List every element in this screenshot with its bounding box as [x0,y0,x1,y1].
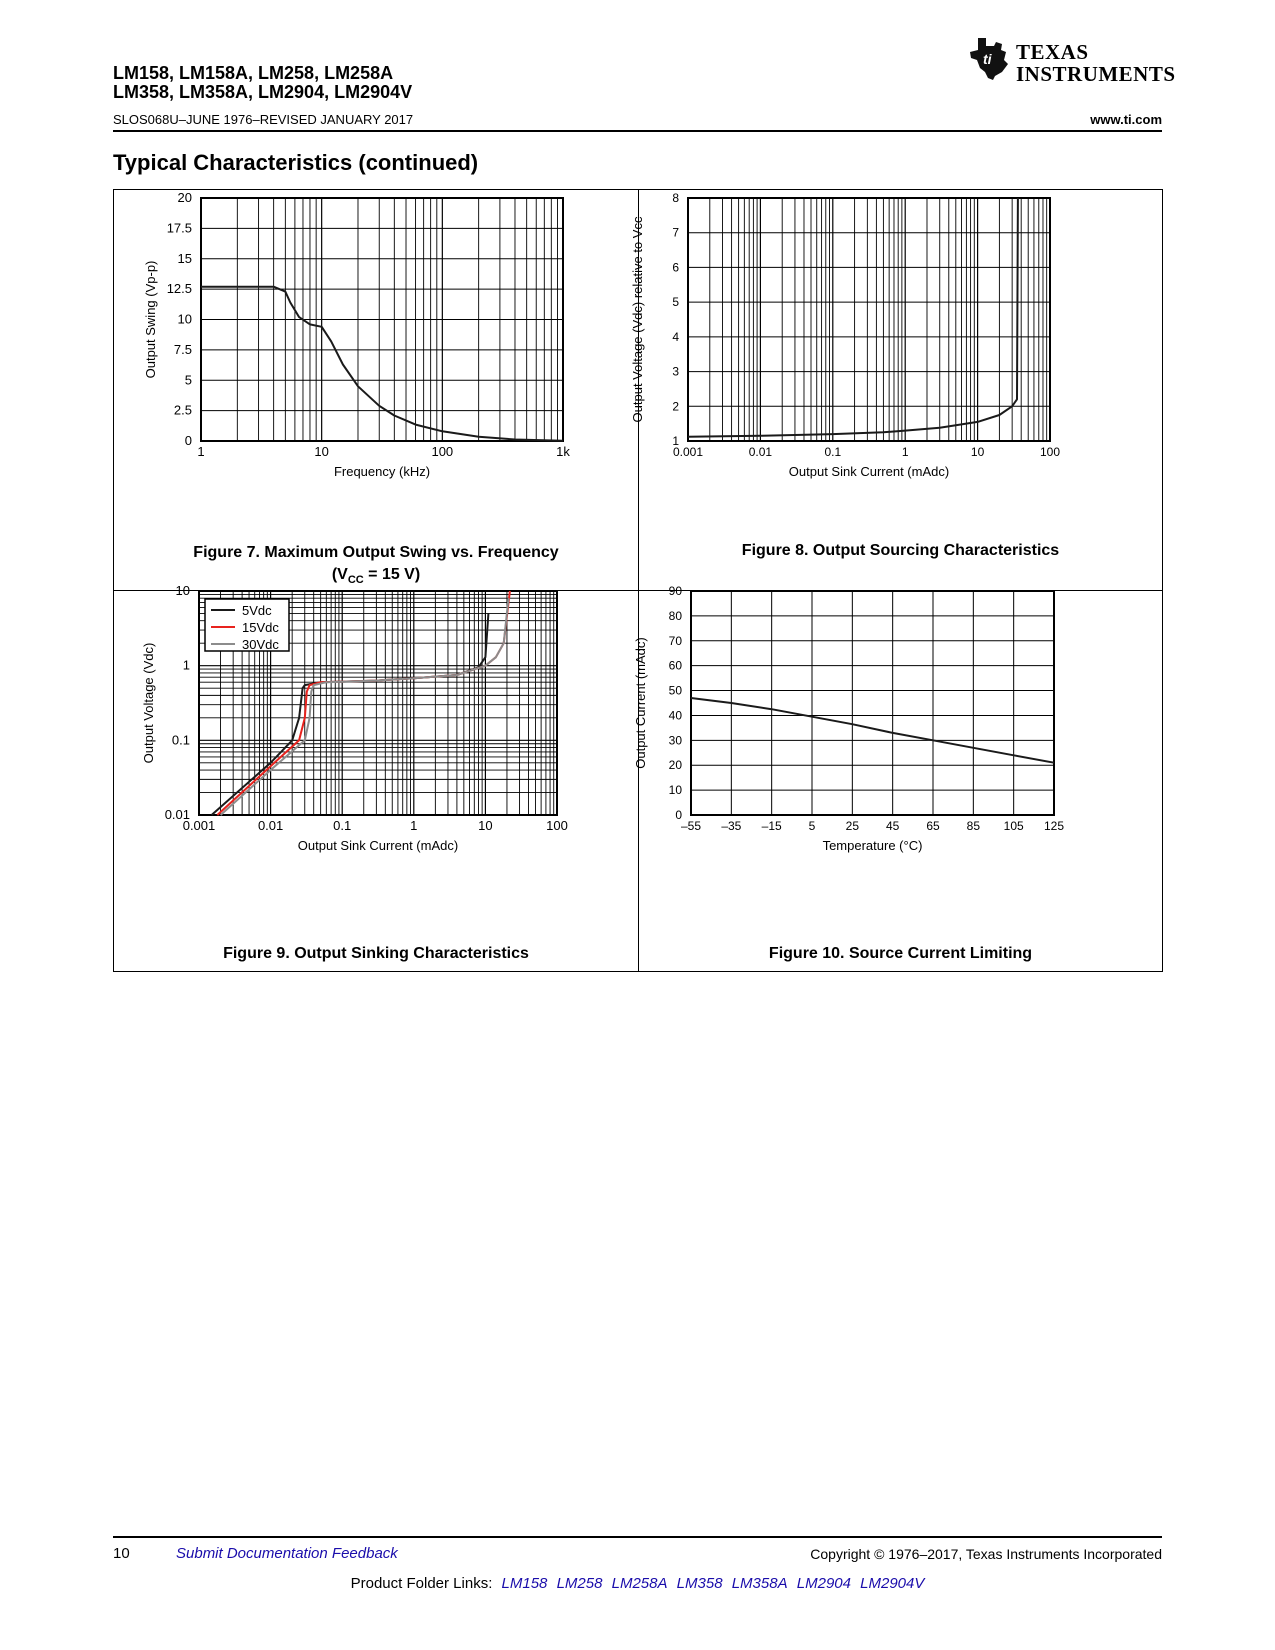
x-tick-label: 100 [1039,445,1061,459]
legend-label: 15Vdc [242,620,279,635]
title-line-2: LM358, LM358A, LM2904, LM2904V [113,82,413,102]
y-tick-label: 40 [668,708,682,723]
x-tick-label: 100 [546,818,568,833]
y-tick-label: 7 [672,225,679,240]
product-link[interactable]: LM358A [731,1575,788,1592]
logo-texas: TEXAS [1016,40,1089,64]
y-tick-label: 12.5 [166,281,192,297]
product-link[interactable]: LM158 [501,1575,548,1592]
feedback-link[interactable]: Submit Documentation Feedback [176,1545,398,1562]
x-tick-label: 0.01 [257,818,284,833]
x-tick-label: 25 [845,819,860,833]
website-link[interactable]: www.ti.com [1090,112,1162,127]
legend-label: 30Vdc [242,637,279,652]
y-tick-label: 30 [668,733,682,748]
product-link[interactable]: LM2904V [860,1575,925,1592]
product-link[interactable]: LM358 [676,1575,723,1592]
x-tick-label: 65 [926,819,940,833]
y-tick-label: 10 [177,311,192,327]
y-tick-label: 0.01 [164,807,190,822]
y-tick-label: 0 [675,808,682,822]
x-tick-label: 1k [556,444,570,459]
y-tick-label: 3 [672,364,679,379]
y-tick-label: 20 [668,758,682,773]
y-tick-label: 20 [177,190,192,205]
series-line-output-voltage [688,198,1018,437]
x-tick-label: –55 [680,819,702,833]
y-tick-label: 17.5 [166,220,192,236]
y-tick-label: 80 [668,608,682,623]
x-axis-label: Temperature (°C) [822,838,923,853]
document-id: SLOS068U–JUNE 1976–REVISED JANUARY 2017 [113,112,414,127]
x-tick-label: 1 [410,818,418,833]
y-tick-label: 90 [668,584,682,598]
title-line-1: LM158, LM158A, LM258, LM258A [113,63,394,83]
y-axis-label: Output Current (mAdc) [633,637,648,769]
y-tick-label: 2.5 [173,402,192,418]
y-tick-label: 10 [668,783,682,798]
chart-fig10 [633,584,1162,911]
y-tick-label: 0 [184,433,192,448]
x-tick-label: 0.1 [824,445,842,459]
y-tick-label: 5 [672,295,679,310]
page-number: 10 [113,1545,130,1562]
footer-rule [113,1536,1162,1538]
ti-state-icon [968,36,1012,80]
document-title [113,64,412,102]
x-tick-label: 10 [970,445,985,459]
section-title: Typical Characteristics (continued) [113,150,479,175]
y-tick-label: 10 [175,583,190,598]
product-link[interactable]: LM258A [611,1575,668,1592]
x-tick-label: 85 [966,819,981,833]
y-axis-label: Output Voltage (Vdc) relative to Vcc [630,216,645,423]
x-tick-label: 0.001 [182,818,216,833]
chart-fig9 [114,583,638,911]
header-rule [113,130,1162,132]
x-axis-label: Output Sink Current (mAdc) [297,838,459,853]
series-line-vcc-15-v [201,287,563,441]
logo-instruments: INSTRUMENTS [1016,62,1176,86]
x-tick-label: 0.1 [333,818,352,833]
y-axis-label: Output Swing (Vp-p) [143,260,158,379]
x-tick-label: 100 [431,444,454,459]
x-tick-label: 0.01 [748,445,773,459]
x-tick-label: 1 [901,445,909,459]
copyright: Copyright © 1976–2017, Texas Instruments Incorporated [810,1546,1162,1562]
fig7-caption [114,542,638,591]
product-link[interactable]: LM2904 [796,1575,851,1592]
series-line-output-current [691,698,1054,763]
y-tick-label: 70 [668,633,682,648]
y-tick-label: 1 [182,657,190,673]
chart-fig7 [114,190,638,520]
fig10-caption: Figure 10. Source Current Limiting [768,945,1033,962]
y-tick-label: 50 [668,683,682,698]
y-tick-label: 7.5 [173,341,192,357]
product-folder-label: Product Folder Links: [350,1575,493,1592]
x-tick-label: 10 [478,818,493,833]
x-axis-label: Frequency (kHz) [333,464,431,479]
plot-frame [691,591,1054,815]
chart-fig8 [630,190,1162,520]
x-axis-label: Output Sink Current (mAdc) [788,464,950,479]
product-link[interactable]: LM258 [556,1575,603,1592]
y-tick-label: 0.1 [171,732,190,748]
y-tick-label: 15 [177,250,192,266]
ti-logo [968,36,1176,86]
y-axis-label: Output Voltage (Vdc) [141,642,156,764]
y-tick-label: 8 [672,191,679,205]
fig8-caption: Figure 8. Output Sourcing Characteristics [741,542,1060,559]
plot-frame [688,198,1050,441]
x-tick-label: 5 [808,819,816,833]
x-tick-label: 105 [1003,819,1024,833]
svg-text:ti: ti [983,51,992,67]
y-tick-label: 1 [672,434,679,448]
product-folder-links [0,1575,1275,1592]
x-tick-label: 125 [1043,819,1065,833]
y-tick-label: 4 [672,329,679,344]
x-tick-label: –35 [721,819,742,833]
y-tick-label: 5 [184,372,192,388]
x-tick-label: –15 [761,819,782,833]
legend-label: 5Vdc [242,603,272,618]
x-tick-label: 1 [197,444,205,459]
y-tick-label: 60 [668,658,682,673]
x-tick-label: 45 [885,819,900,833]
fig7-caption-line1: Figure 7. Maximum Output Swing vs. Frequency [193,544,559,561]
fig9-caption: Figure 9. Output Sinking Characteristics [223,945,529,962]
x-tick-label: 10 [314,444,329,459]
y-tick-label: 6 [672,260,679,275]
fig7-caption-line2: ($V_{CC} = 15$ V) [331,566,421,587]
x-tick-label: 0.001 [672,445,704,459]
y-tick-label: 2 [672,399,679,414]
